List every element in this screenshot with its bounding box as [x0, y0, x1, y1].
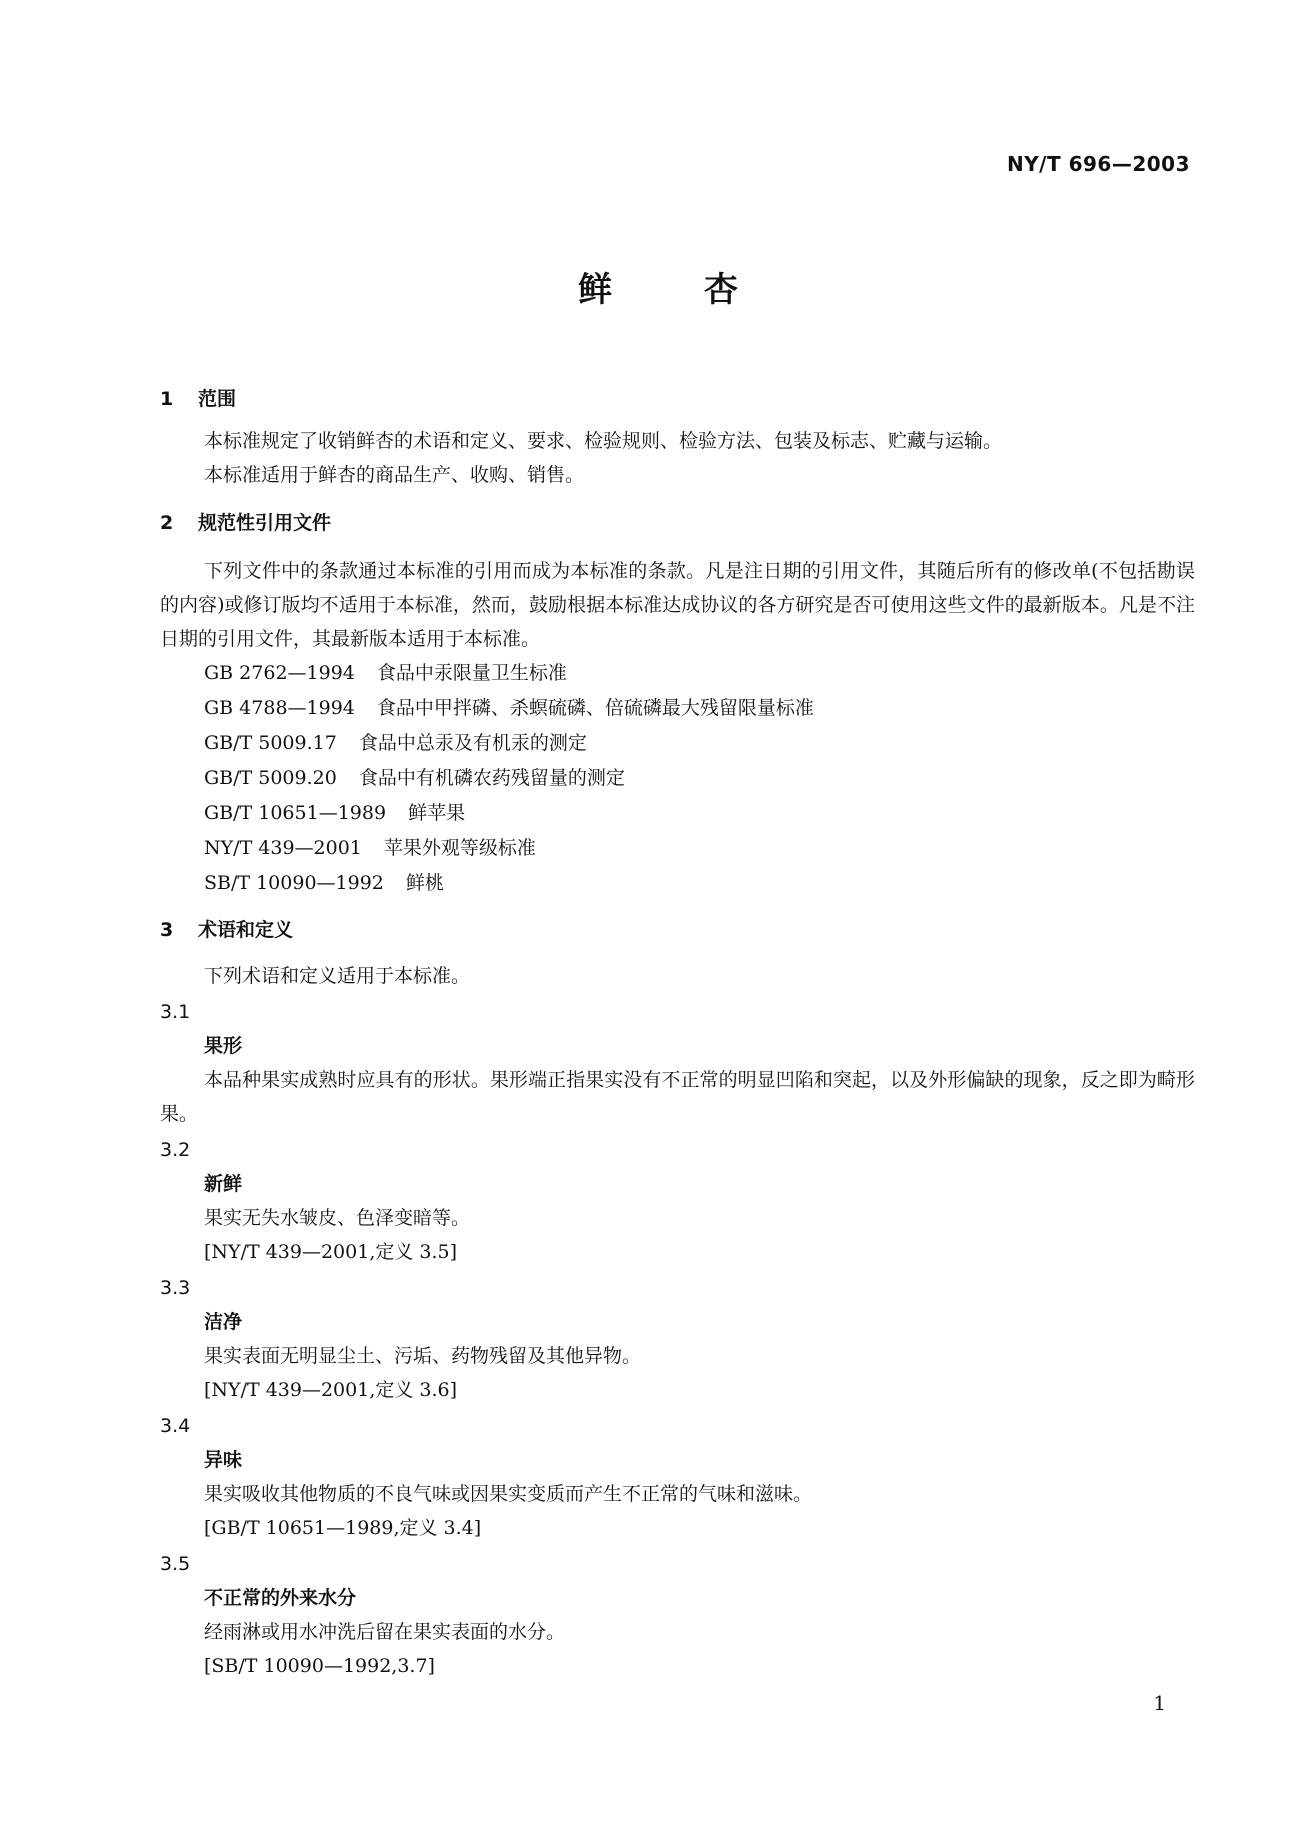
section-number: 2: [160, 512, 174, 534]
term-number: 3.2: [160, 1139, 191, 1161]
reference-title: 食品中甲拌磷、杀螟硫磷、倍硫磷最大残留限量标准: [376, 697, 814, 719]
reference-title: 苹果外观等级标准: [383, 837, 536, 859]
reference-code: NY/T 439—2001: [204, 837, 362, 859]
term-source: [SB/T 10090—1992,3.7]: [204, 1655, 435, 1677]
term-definition: 果实无失水皱皮、色泽变暗等。: [204, 1207, 471, 1229]
section-heading-scope: [160, 382, 1195, 416]
term-definition: 经雨淋或用水冲洗后留在果实表面的水分。: [204, 1621, 566, 1643]
reference-title: 食品中有机磷农药残留量的测定: [358, 767, 625, 789]
term-source: [NY/T 439—2001,定义 3.5]: [204, 1241, 458, 1263]
term-source: [GB/T 10651—1989,定义 3.4]: [204, 1517, 482, 1539]
term-number: 3.1: [160, 1001, 191, 1023]
term-name: 异味: [204, 1449, 243, 1471]
reference-item: [160, 831, 1195, 866]
section-number: 3: [160, 919, 174, 941]
reference-item: [160, 761, 1195, 796]
section-title: 术语和定义: [198, 919, 294, 941]
standard-code: NY/T 696—2003: [1006, 152, 1190, 176]
document-body: [160, 372, 1195, 1683]
term-definition: 本品种果实成熟时应具有的形状。果形端正指果实没有不正常的明显凹陷和突起，以及外形偏缺的现象，反之即为畸形果。: [160, 1069, 1195, 1125]
reference-title: 食品中总汞及有机汞的测定: [358, 732, 587, 754]
reference-title: 食品中汞限量卫生标准: [376, 662, 567, 684]
term-number: 3.5: [160, 1553, 191, 1575]
scope-paragraph: 本标准适用于鲜杏的商品生产、收购、销售。: [204, 464, 585, 486]
page-number: 1: [1153, 1691, 1166, 1715]
term-name: 新鲜: [204, 1173, 243, 1195]
section-number: 1: [160, 388, 174, 410]
section-title: 范围: [198, 388, 237, 410]
reference-code: GB 4788—1994: [204, 697, 355, 719]
term-definition: 果实吸收其他物质的不良气味或因果实变质而产生不正常的气味和滋味。: [204, 1483, 813, 1505]
term-number: 3.3: [160, 1277, 191, 1299]
reference-code: GB/T 5009.20: [204, 767, 337, 789]
reference-list: [160, 656, 1195, 901]
scope-paragraph: 本标准规定了收销鲜杏的术语和定义、要求、检验规则、检验方法、包装及标志、贮藏与运输。: [204, 430, 1003, 452]
document-title: 鲜 杏: [578, 270, 778, 310]
reference-item: [160, 726, 1195, 761]
reference-code: SB/T 10090—1992: [204, 872, 384, 894]
term-number: 3.4: [160, 1415, 191, 1437]
term-name: 洁净: [204, 1311, 243, 1333]
reference-item: [160, 796, 1195, 831]
reference-item: [160, 866, 1195, 901]
term-definition: 果实表面无明显尘土、污垢、药物残留及其他异物。: [204, 1345, 642, 1367]
reference-code: GB 2762—1994: [204, 662, 355, 684]
reference-item: [160, 691, 1195, 726]
section-heading-normative-references: [160, 506, 1195, 540]
section-title: 规范性引用文件: [198, 512, 332, 534]
term-source: [NY/T 439—2001,定义 3.6]: [204, 1379, 458, 1401]
term-name: 果形: [204, 1035, 243, 1057]
references-intro: 下列文件中的条款通过本标准的引用而成为本标准的条款。凡是注日期的引用文件，其随后所有的修改单(不包括勘误的内容)或修订版均不适用于本标准，然而，鼓励根据本标准达成协议的各方研究是否可使用这些文件的最新版本。凡是不注日期的引用文件，其最新版本适用于本标准。: [160, 560, 1195, 650]
reference-title: 鲜苹果: [408, 802, 466, 824]
reference-title: 鲜桃: [405, 872, 444, 894]
section-heading-terms-definitions: [160, 913, 1195, 947]
reference-code: GB/T 5009.17: [204, 732, 337, 754]
terms-intro: 下列术语和定义适用于本标准。: [204, 965, 471, 987]
term-name: 不正常的外来水分: [204, 1587, 357, 1609]
reference-code: GB/T 10651—1989: [204, 802, 387, 824]
reference-item: [160, 656, 1195, 691]
